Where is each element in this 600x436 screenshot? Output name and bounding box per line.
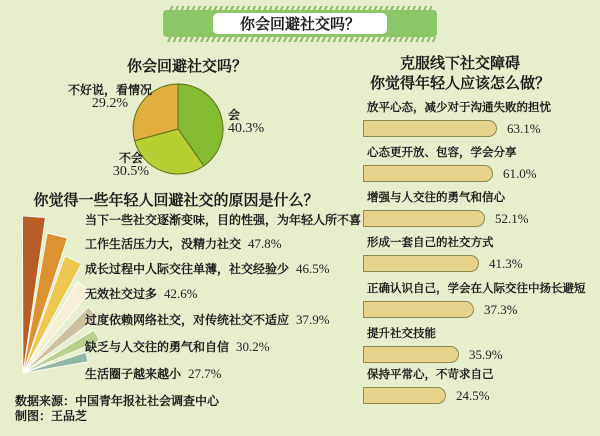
bar-value: 35.9% — [469, 346, 503, 362]
bar-value: 52.1% — [495, 210, 529, 226]
pie-label-yes-value: 40.3% — [228, 121, 265, 136]
pie-label-no-text: 不会 — [118, 151, 143, 165]
bar-value: 41.3% — [489, 255, 523, 271]
bar — [363, 387, 446, 404]
bar-row — [363, 367, 598, 404]
bar-label: 形成一套自己的社交方式 — [367, 237, 494, 249]
fan-row — [85, 365, 222, 383]
bar-row — [363, 190, 598, 227]
bar-chart-title-line1: 克服线下社交障碍 — [399, 55, 520, 72]
bar-value: 63.1% — [507, 120, 541, 136]
chart-credit: 制图：王品芝 — [15, 409, 88, 423]
pie-label-yes — [228, 109, 264, 135]
bar-label: 保持平常心，不苛求自己 — [367, 369, 494, 381]
fan-row — [85, 211, 402, 229]
fan-row — [85, 285, 198, 303]
pie-label-no-value: 30.5% — [112, 164, 150, 179]
bar-row — [363, 145, 598, 182]
bar-row — [363, 235, 598, 272]
fan-row-value: 27.7% — [188, 366, 222, 381]
fan-row-value: 42.6% — [164, 286, 198, 301]
fan-row — [85, 260, 330, 278]
bar — [363, 210, 485, 227]
bar — [363, 346, 459, 363]
fan-row — [85, 338, 270, 356]
title-banner — [163, 10, 437, 37]
pie-label-maybe — [50, 84, 170, 110]
bar — [363, 120, 497, 137]
fan-row-label: 当下一些社交逐渐变味，目的性强，为年轻人所不喜 — [85, 213, 362, 227]
bar-value: 24.5% — [456, 387, 490, 403]
bar — [363, 301, 474, 318]
fan-row-value: 37.9% — [296, 312, 330, 327]
bar-label: 心态更开放、包容，学会分享 — [367, 147, 517, 159]
footer — [15, 394, 219, 424]
bar-row — [363, 281, 598, 318]
bar-label: 增强与人交往的勇气和信心 — [367, 192, 505, 204]
fan-row-label: 生活圈子越来越小 — [85, 367, 182, 381]
bar-value: 37.3% — [484, 301, 518, 317]
pie-label-maybe-value: 29.2% — [91, 96, 129, 111]
pie-chart-title: 你会回避社交吗？ — [126, 58, 247, 75]
bar — [363, 255, 479, 272]
fan-row — [85, 311, 330, 329]
fan-row — [85, 235, 282, 253]
bar-label: 正确认识自己，学会在人际交往中扬长避短 — [367, 283, 586, 295]
bar-label: 提升社交技能 — [367, 328, 436, 340]
bar-value: 61.0% — [503, 165, 537, 181]
fan-row-label: 无效社交过多 — [85, 287, 158, 301]
fan-row-value: 30.2% — [236, 339, 270, 354]
fan-row-label: 成长过程中人际交往单薄，社交经验少 — [85, 262, 290, 276]
bar-chart-title-line2: 你觉得年轻人应该怎么做？ — [369, 75, 550, 92]
banner-hatch-bottom — [166, 37, 436, 42]
bar-row — [363, 326, 598, 363]
pie-label-yes-text: 会 — [228, 108, 241, 122]
pie-label-maybe-text: 不好说，看情况 — [67, 83, 152, 97]
fan-row-label: 工作生活压力大，没精力社交 — [85, 237, 242, 251]
bar-row — [363, 100, 598, 137]
data-source: 数据来源：中国青年报社社会调查中心 — [15, 394, 220, 408]
fan-row-label: 过度依赖网络社交，对传统社交不适应 — [85, 313, 290, 327]
title-box — [213, 13, 387, 34]
fan-row-value: 46.5% — [296, 261, 330, 276]
fan-row-value: 47.8% — [248, 236, 282, 251]
fan-row-label: 缺乏与人交往的勇气和自信 — [85, 340, 230, 354]
bar-label: 放平心态，减少对于沟通失败的担忧 — [367, 102, 551, 114]
pie-label-no — [95, 152, 167, 178]
bar — [363, 165, 493, 182]
page-title: 你会回避社交吗？ — [239, 16, 360, 33]
fan-chart-title: 你觉得一些年轻人回避社交的原因是什么？ — [33, 192, 319, 209]
